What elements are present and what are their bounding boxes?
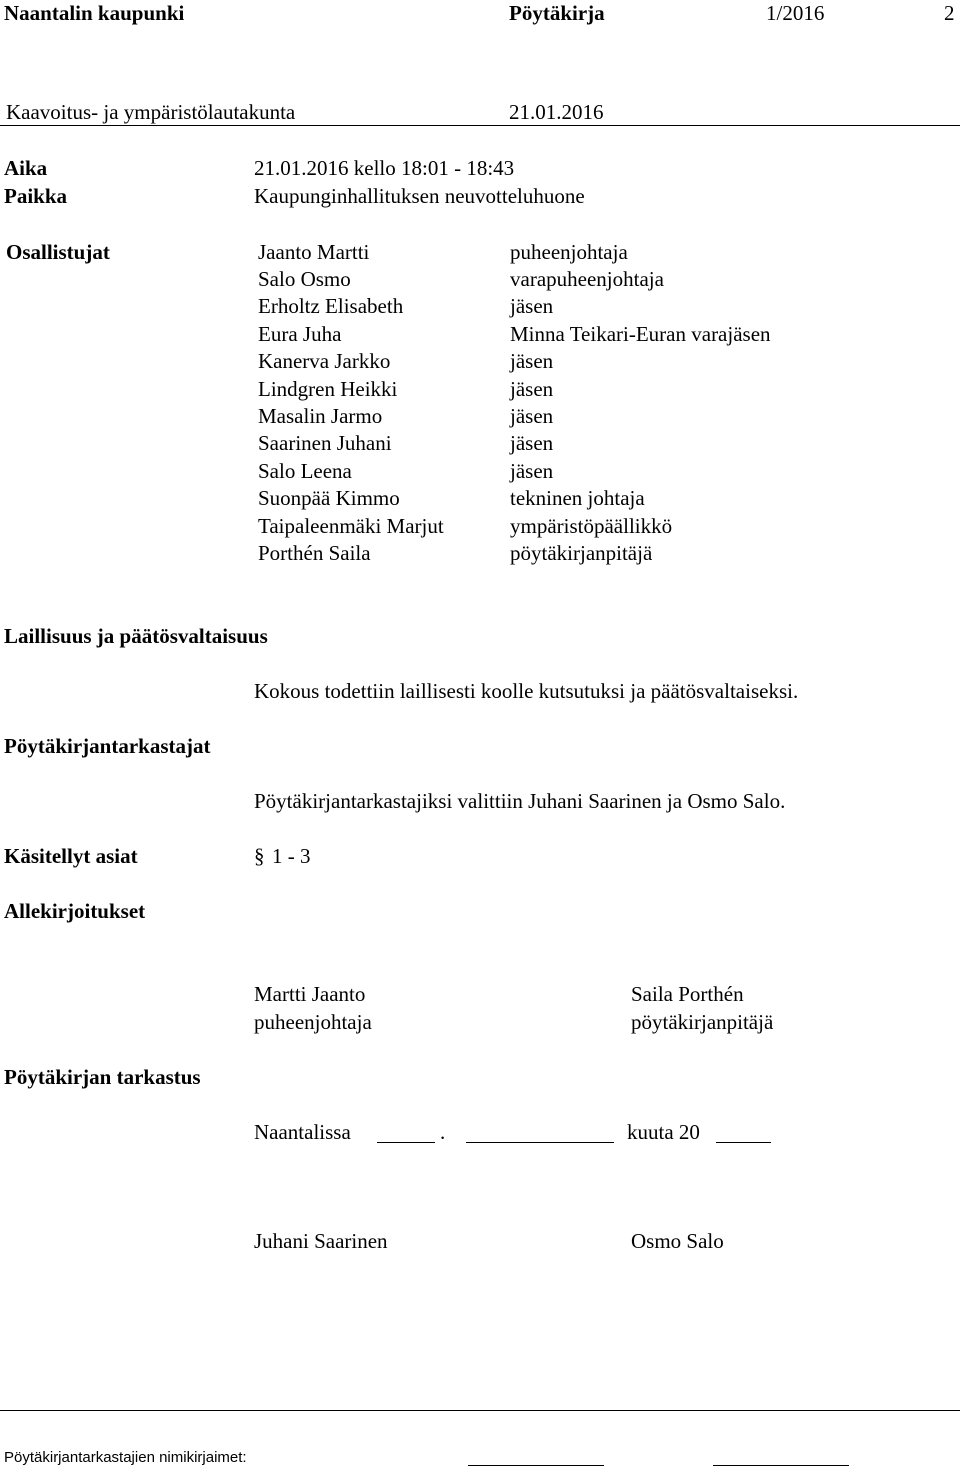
review-month-text: kuuta 20 [627, 1120, 700, 1144]
review-signer-left: Juhani Saarinen [254, 1229, 388, 1253]
participant-role: jäsen [510, 294, 554, 318]
participant-name: Salo Osmo [258, 267, 351, 291]
participant-row [0, 431, 960, 455]
participant-row [0, 294, 960, 318]
participant-name: Porthén Saila [258, 541, 371, 565]
year-blank-line [716, 1142, 771, 1143]
header-date: 21.01.2016 [509, 100, 604, 124]
participant-role: Minna Teikari-Euran varajäsen [510, 322, 771, 346]
review-dot: . [440, 1120, 446, 1144]
participant-name: Masalin Jarmo [258, 404, 383, 428]
initials-line-1 [468, 1465, 604, 1466]
footer-initials-label: Pöytäkirjantarkastajien nimikirjaimet: [4, 1449, 247, 1466]
participant-name: Taipaleenmäki Marjut [258, 514, 444, 538]
participant-role: jäsen [510, 349, 554, 373]
participant-role: jäsen [510, 431, 554, 455]
header-doc-type: Pöytäkirja [509, 1, 605, 25]
header-doc-number: 1/2016 [766, 1, 825, 25]
participant-role: varapuheenjohtaja [510, 267, 664, 291]
month-blank-line [466, 1142, 614, 1143]
participant-row [0, 267, 960, 291]
participant-row [0, 514, 960, 538]
header-page-number: 2 [944, 1, 955, 25]
reviewers-text: Pöytäkirjantarkastajiksi valittiin Juhani Saarinen ja Osmo Salo. [254, 789, 786, 813]
participant-row [0, 404, 960, 428]
signatures-label: Allekirjoitukset [4, 899, 146, 923]
participant-row [0, 322, 960, 346]
participant-row [0, 541, 960, 565]
signature-left-title: puheenjohtaja [254, 1010, 372, 1034]
participant-name: Saarinen Juhani [258, 431, 392, 455]
participant-name: Salo Leena [258, 459, 352, 483]
signature-left-name: Martti Jaanto [254, 982, 366, 1006]
participants-label: Osallistujat [6, 240, 110, 264]
signature-right-name: Saila Porthén [631, 982, 744, 1006]
handled-range: 1 - 3 [272, 844, 311, 868]
review-label: Pöytäkirjan tarkastus [4, 1065, 201, 1089]
day-blank-line [377, 1142, 435, 1143]
section-symbol: § [254, 844, 265, 868]
signature-right-title: pöytäkirjanpitäjä [631, 1010, 774, 1034]
review-place: Naantalissa [254, 1120, 351, 1144]
participant-role: jäsen [510, 377, 554, 401]
participant-name: Erholtz Elisabeth [258, 294, 404, 318]
place-value: Kaupunginhallituksen neuvotteluhuone [254, 184, 585, 208]
participant-name: Kanerva Jarkko [258, 349, 391, 373]
participant-name: Suonpää Kimmo [258, 486, 400, 510]
initials-line-2 [713, 1465, 849, 1466]
header-rule [0, 125, 960, 126]
time-label: Aika [4, 156, 48, 180]
participant-role: pöytäkirjanpitäjä [510, 541, 653, 565]
header-committee: Kaavoitus- ja ympäristölautakunta [6, 100, 296, 124]
participant-name: Eura Juha [258, 322, 342, 346]
review-signer-right: Osmo Salo [631, 1229, 724, 1253]
footer-rule [0, 1410, 960, 1411]
place-label: Paikka [4, 184, 68, 208]
header-org: Naantalin kaupunki [4, 1, 185, 25]
time-value: 21.01.2016 kello 18:01 - 18:43 [254, 156, 515, 180]
participant-role: ympäristöpäällikkö [510, 514, 673, 538]
legality-text: Kokous todettiin laillisesti koolle kutsutuksi ja päätösvaltaiseksi. [254, 679, 799, 703]
participant-role: tekninen johtaja [510, 486, 645, 510]
participant-row [0, 349, 960, 373]
handled-label: Käsitellyt asiat [4, 844, 138, 868]
participant-row [0, 459, 960, 483]
participant-role: jäsen [510, 404, 554, 428]
participant-name: Lindgren Heikki [258, 377, 398, 401]
participant-row [0, 486, 960, 510]
legality-label: Laillisuus ja päätösvaltaisuus [4, 624, 268, 648]
participant-row [0, 240, 960, 264]
participant-name: Jaanto Martti [258, 240, 370, 264]
participant-role: jäsen [510, 459, 554, 483]
participant-role: puheenjohtaja [510, 240, 628, 264]
reviewers-label: Pöytäkirjantarkastajat [4, 734, 211, 758]
participant-row [0, 377, 960, 401]
